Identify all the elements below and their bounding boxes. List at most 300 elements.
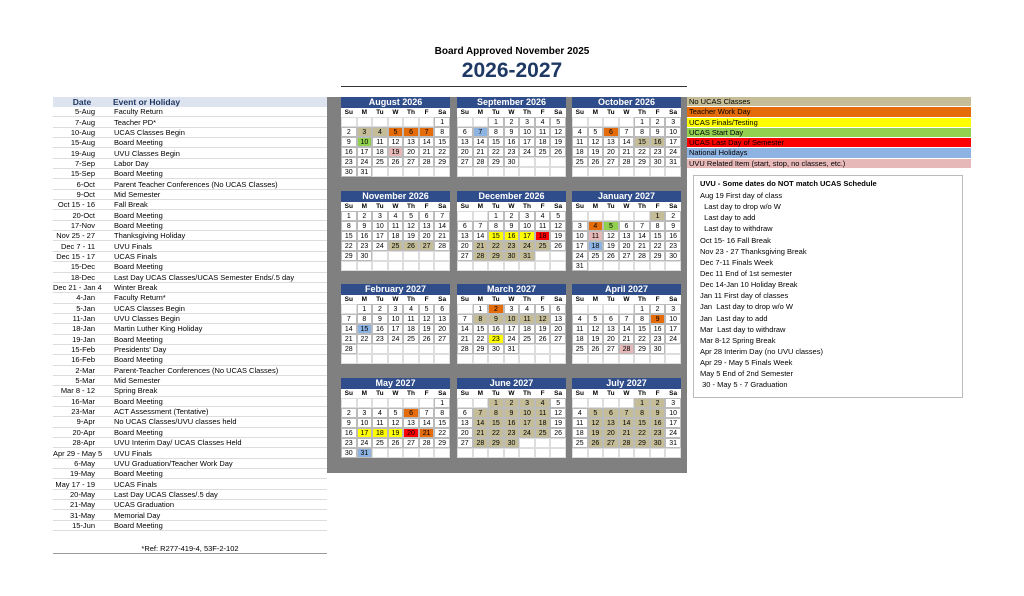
empty-day-cell: [619, 398, 635, 408]
day-cell: 8: [634, 127, 650, 137]
weekday-label: Tu: [372, 389, 388, 398]
day-cell: 13: [419, 221, 435, 231]
day-cell: 26: [588, 344, 604, 354]
day-cell: 21: [457, 334, 473, 344]
uvu-note-line: Jan Last day to drop w/o W: [700, 302, 793, 312]
legend-item: UVU Related Item (start, stop, no classes, etc.): [687, 159, 971, 169]
empty-day-cell: [603, 261, 619, 271]
month-title: March 2027: [457, 284, 566, 295]
day-cell: 12: [588, 137, 604, 147]
day-cell: 6: [550, 304, 566, 314]
event-row: [53, 107, 327, 117]
day-cell: 19: [419, 324, 435, 334]
day-cell: 23: [504, 147, 520, 157]
day-cell: 14: [619, 418, 635, 428]
event-row: [53, 138, 327, 148]
empty-day-cell: [588, 448, 604, 458]
day-cell: 10: [519, 408, 535, 418]
day-cell: 6: [619, 221, 635, 231]
day-cell: 12: [419, 314, 435, 324]
day-cell: 4: [572, 408, 588, 418]
day-cell: 2: [504, 211, 520, 221]
weekday-label: Th: [519, 202, 535, 211]
day-cell: 7: [619, 314, 635, 324]
weekday-label: Th: [403, 295, 419, 304]
empty-day-cell: [603, 304, 619, 314]
day-cell: 9: [665, 221, 681, 231]
month-calendar: [572, 191, 681, 271]
day-cell: 7: [457, 314, 473, 324]
event-date: 16-Feb: [71, 355, 95, 365]
month-calendar: [457, 378, 566, 458]
day-cell: 25: [572, 157, 588, 167]
weekday-label: Tu: [488, 295, 504, 304]
empty-day-cell: [419, 354, 435, 364]
empty-day-cell: [550, 167, 566, 177]
event-row: [53, 241, 327, 251]
event-date: 21-May: [69, 500, 95, 510]
event-row: [53, 324, 327, 334]
event-date: 6-Oct: [76, 179, 95, 189]
event-date: May 17 - 19: [55, 479, 95, 489]
event-name: UVU Finals: [114, 448, 152, 458]
event-row: [53, 117, 327, 127]
day-cell: 2: [650, 304, 666, 314]
weekday-label: M: [357, 295, 373, 304]
weekday-label: W: [619, 108, 635, 117]
event-name: Board Meeting: [114, 138, 163, 148]
day-cell: 18: [535, 137, 551, 147]
day-cell: 1: [634, 398, 650, 408]
event-name: Board Meeting: [114, 169, 163, 179]
day-cell: 25: [588, 251, 604, 261]
day-cell: 24: [665, 428, 681, 438]
day-cell: 1: [650, 211, 666, 221]
day-cell: 29: [488, 157, 504, 167]
day-cell: 28: [341, 344, 357, 354]
day-cell: 4: [535, 117, 551, 127]
legend-item: UCAS Start Day: [687, 128, 971, 138]
empty-day-cell: [403, 448, 419, 458]
day-cell: 10: [519, 221, 535, 231]
day-cell: 14: [473, 418, 489, 428]
empty-day-cell: [357, 117, 373, 127]
empty-day-cell: [403, 261, 419, 271]
day-cell: 22: [488, 241, 504, 251]
day-cell: 18: [572, 147, 588, 157]
event-name: UVU Classes Begin: [114, 148, 180, 158]
empty-day-cell: [457, 304, 473, 314]
empty-day-cell: [457, 167, 473, 177]
day-cell: 4: [572, 314, 588, 324]
empty-day-cell: [434, 354, 450, 364]
empty-day-cell: [403, 167, 419, 177]
event-name: UCAS Finals: [114, 479, 157, 489]
day-cell: 31: [665, 438, 681, 448]
weekday-label: F: [650, 202, 666, 211]
event-date: 7-Sep: [74, 158, 95, 168]
empty-day-cell: [388, 251, 404, 261]
month-calendar: [457, 97, 566, 177]
empty-day-cell: [535, 448, 551, 458]
empty-day-cell: [588, 304, 604, 314]
day-cell: 3: [572, 221, 588, 231]
month-calendar: [572, 284, 681, 364]
weekday-label: W: [619, 389, 635, 398]
empty-day-cell: [665, 344, 681, 354]
empty-day-cell: [457, 448, 473, 458]
event-row: [53, 314, 327, 324]
weekday-label: F: [535, 295, 551, 304]
day-cell: 7: [619, 408, 635, 418]
empty-day-cell: [535, 261, 551, 271]
day-cell: 25: [403, 334, 419, 344]
day-cell: 9: [650, 127, 666, 137]
empty-day-cell: [535, 157, 551, 167]
day-cell: 8: [434, 127, 450, 137]
event-name: Board Meeting: [114, 262, 163, 272]
day-cell: 26: [388, 438, 404, 448]
day-cell: 11: [535, 408, 551, 418]
empty-day-cell: [388, 117, 404, 127]
event-date: Mar 8 - 12: [60, 386, 95, 396]
day-cell: 23: [650, 428, 666, 438]
weekday-label: Th: [634, 295, 650, 304]
day-cell: 28: [619, 438, 635, 448]
event-name: Board Meeting: [114, 355, 163, 365]
weekday-label: Th: [634, 389, 650, 398]
empty-day-cell: [572, 117, 588, 127]
weekday-label: Th: [519, 389, 535, 398]
event-row: [53, 407, 327, 417]
day-cell: 19: [588, 428, 604, 438]
day-cell: 7: [619, 127, 635, 137]
month-title: April 2027: [572, 284, 681, 295]
day-cell: 16: [488, 324, 504, 334]
event-row: [53, 231, 327, 241]
weekday-label: Tu: [603, 108, 619, 117]
day-cell: 14: [434, 221, 450, 231]
empty-day-cell: [588, 211, 604, 221]
weekday-label: Sa: [665, 295, 681, 304]
day-cell: 16: [650, 324, 666, 334]
day-cell: 23: [488, 334, 504, 344]
month-title: May 2027: [341, 378, 450, 389]
day-cell: 1: [488, 211, 504, 221]
title-underline: [341, 86, 687, 87]
events-body: [53, 107, 327, 531]
day-cell: 20: [434, 324, 450, 334]
day-cell: 9: [357, 221, 373, 231]
weekday-label: M: [357, 108, 373, 117]
empty-day-cell: [419, 448, 435, 458]
day-cell: 11: [535, 127, 551, 137]
weekday-label: Sa: [434, 389, 450, 398]
day-cell: 22: [650, 241, 666, 251]
weekday-label: W: [388, 108, 404, 117]
day-cell: 12: [403, 221, 419, 231]
event-date: Dec 21 - Jan 4: [53, 283, 102, 293]
empty-day-cell: [519, 261, 535, 271]
event-date: 4-Jan: [76, 293, 95, 303]
day-cell: 14: [457, 324, 473, 334]
empty-day-cell: [603, 398, 619, 408]
day-cell: 21: [419, 428, 435, 438]
school-year-title: 2026-2027: [461, 59, 563, 82]
day-cell: 24: [504, 334, 520, 344]
uvu-note-line: Last day to add: [700, 213, 756, 223]
uvu-note-line: Last day to drop w/o W: [700, 202, 781, 212]
event-row: [53, 252, 327, 262]
day-cell: 30: [504, 157, 520, 167]
empty-day-cell: [504, 167, 520, 177]
day-cell: 20: [603, 428, 619, 438]
empty-day-cell: [603, 354, 619, 364]
day-cell: 4: [535, 211, 551, 221]
day-cell: 13: [619, 231, 635, 241]
event-name: Board Meeting: [114, 220, 163, 230]
day-cell: 14: [341, 324, 357, 334]
empty-day-cell: [588, 398, 604, 408]
empty-day-cell: [372, 167, 388, 177]
empty-day-cell: [488, 261, 504, 271]
event-date: 19-Jan: [72, 334, 95, 344]
day-cell: 3: [357, 127, 373, 137]
empty-day-cell: [419, 167, 435, 177]
empty-day-cell: [403, 344, 419, 354]
date-column-header: Date: [72, 97, 92, 107]
day-cell: 28: [619, 344, 635, 354]
day-cell: 4: [535, 398, 551, 408]
day-cell: 18: [403, 324, 419, 334]
day-cell: 9: [504, 127, 520, 137]
day-cell: 6: [457, 221, 473, 231]
month-title: February 2027: [341, 284, 450, 295]
event-name: Labor Day: [114, 158, 149, 168]
event-date: 9-Oct: [76, 189, 95, 199]
event-date: 15-Aug: [70, 138, 95, 148]
event-row: [53, 510, 327, 520]
empty-day-cell: [457, 261, 473, 271]
empty-day-cell: [519, 344, 535, 354]
empty-day-cell: [403, 251, 419, 261]
day-cell: 17: [665, 418, 681, 428]
day-cell: 29: [634, 157, 650, 167]
empty-day-cell: [550, 251, 566, 261]
empty-day-cell: [488, 448, 504, 458]
weekday-label: Th: [403, 202, 419, 211]
empty-day-cell: [619, 167, 635, 177]
day-cell: 11: [572, 137, 588, 147]
month-calendar: [341, 378, 450, 458]
day-cell: 19: [603, 241, 619, 251]
weekday-label: Sa: [665, 108, 681, 117]
empty-day-cell: [434, 251, 450, 261]
day-cell: 24: [357, 157, 373, 167]
empty-day-cell: [388, 354, 404, 364]
day-cell: 17: [519, 137, 535, 147]
uvu-note-line: Jan Last day to add: [700, 313, 768, 323]
event-date: 31-May: [69, 510, 95, 520]
day-cell: 29: [434, 157, 450, 167]
day-cell: 30: [488, 344, 504, 354]
day-cell: 13: [403, 137, 419, 147]
day-cell: 23: [650, 147, 666, 157]
month-title: July 2027: [572, 378, 681, 389]
empty-day-cell: [372, 354, 388, 364]
empty-day-cell: [473, 448, 489, 458]
empty-day-cell: [388, 167, 404, 177]
uvu-note-line: Last day to withdraw: [700, 224, 773, 234]
weekday-label: Su: [572, 108, 588, 117]
empty-day-cell: [357, 344, 373, 354]
day-cell: 4: [372, 408, 388, 418]
empty-day-cell: [634, 211, 650, 221]
day-cell: 13: [457, 137, 473, 147]
event-name: Board Meeting: [114, 210, 163, 220]
day-cell: 21: [419, 147, 435, 157]
empty-day-cell: [550, 157, 566, 167]
day-cell: 22: [634, 428, 650, 438]
day-cell: 21: [473, 428, 489, 438]
event-date: 18-Jan: [72, 324, 95, 334]
day-cell: 29: [434, 438, 450, 448]
day-cell: 31: [519, 251, 535, 261]
day-cell: 24: [519, 147, 535, 157]
weekday-label: M: [588, 389, 604, 398]
day-cell: 25: [572, 344, 588, 354]
day-cell: 27: [550, 334, 566, 344]
day-cell: 4: [588, 221, 604, 231]
empty-day-cell: [535, 251, 551, 261]
footnote-rule: [53, 553, 327, 554]
uvu-notes-list: [694, 190, 962, 391]
month-title: September 2026: [457, 97, 566, 108]
empty-day-cell: [388, 448, 404, 458]
day-cell: 21: [619, 334, 635, 344]
day-cell: 2: [504, 117, 520, 127]
day-cell: 11: [372, 137, 388, 147]
day-cell: 8: [357, 314, 373, 324]
empty-day-cell: [434, 448, 450, 458]
uvu-note-line: Apr 28 Interim Day (no UVU classes): [700, 346, 823, 356]
day-cell: 5: [388, 127, 404, 137]
day-cell: 1: [488, 117, 504, 127]
uvu-note-line: Apr 29 - May 5 Finals Week: [700, 358, 793, 368]
day-cell: 3: [665, 117, 681, 127]
empty-day-cell: [535, 438, 551, 448]
event-name: Teacher PD*: [114, 117, 157, 127]
day-cell: 22: [488, 147, 504, 157]
day-cell: 16: [357, 231, 373, 241]
day-cell: 15: [488, 418, 504, 428]
empty-day-cell: [550, 448, 566, 458]
empty-day-cell: [572, 167, 588, 177]
day-cell: 19: [535, 324, 551, 334]
day-cell: 5: [588, 408, 604, 418]
day-cell: 2: [650, 398, 666, 408]
day-cell: 30: [650, 438, 666, 448]
empty-day-cell: [372, 251, 388, 261]
day-cell: 21: [341, 334, 357, 344]
day-cell: 31: [357, 448, 373, 458]
day-cell: 12: [550, 408, 566, 418]
day-cell: 6: [603, 314, 619, 324]
uvu-note-line: Aug 19 First day of class: [700, 191, 783, 200]
day-cell: 5: [550, 398, 566, 408]
weekday-label: Sa: [550, 108, 566, 117]
day-cell: 13: [434, 314, 450, 324]
legend-item: No UCAS Classes: [687, 97, 971, 107]
day-cell: 25: [388, 241, 404, 251]
day-cell: 3: [357, 408, 373, 418]
day-cell: 4: [403, 304, 419, 314]
empty-day-cell: [535, 354, 551, 364]
day-cell: 9: [504, 221, 520, 231]
empty-day-cell: [341, 354, 357, 364]
month-calendar: [341, 284, 450, 364]
day-cell: 9: [372, 314, 388, 324]
day-cell: 23: [372, 334, 388, 344]
day-cell: 26: [388, 157, 404, 167]
day-cell: 16: [650, 418, 666, 428]
event-date: 16-Mar: [71, 396, 95, 406]
month-calendar: [572, 97, 681, 177]
empty-day-cell: [372, 344, 388, 354]
empty-day-cell: [603, 448, 619, 458]
event-row: [53, 479, 327, 489]
day-cell: 5: [419, 304, 435, 314]
day-cell: 13: [457, 418, 473, 428]
day-cell: 12: [588, 418, 604, 428]
day-cell: 26: [535, 334, 551, 344]
uvu-note-line: 30 - May 5 - 7 Graduation: [700, 380, 788, 390]
day-cell: 3: [519, 398, 535, 408]
event-name: Last Day UCAS Classes/.5 day: [114, 489, 218, 499]
day-cell: 31: [357, 167, 373, 177]
empty-day-cell: [572, 354, 588, 364]
month-title: August 2026: [341, 97, 450, 108]
day-cell: 28: [473, 157, 489, 167]
day-cell: 2: [341, 127, 357, 137]
month-grid: [457, 202, 566, 271]
day-cell: 28: [634, 251, 650, 261]
day-cell: 30: [341, 448, 357, 458]
weekday-label: Su: [457, 108, 473, 117]
day-cell: 24: [665, 147, 681, 157]
day-cell: 5: [588, 127, 604, 137]
day-cell: 10: [665, 314, 681, 324]
day-cell: 29: [473, 344, 489, 354]
day-cell: 23: [341, 438, 357, 448]
weekday-label: F: [535, 108, 551, 117]
day-cell: 12: [588, 324, 604, 334]
empty-day-cell: [619, 448, 635, 458]
day-cell: 28: [419, 438, 435, 448]
day-cell: 5: [388, 408, 404, 418]
day-cell: 27: [603, 438, 619, 448]
empty-day-cell: [388, 398, 404, 408]
day-cell: 11: [388, 221, 404, 231]
day-cell: 11: [403, 314, 419, 324]
empty-day-cell: [619, 354, 635, 364]
uvu-note-line: May 5 End of 2nd Semester: [700, 369, 793, 379]
empty-day-cell: [419, 117, 435, 127]
empty-day-cell: [419, 398, 435, 408]
event-name: Board Meeting: [114, 520, 163, 530]
uvu-note-line: Mar Last day to withdraw: [700, 324, 786, 334]
event-row: [53, 459, 327, 469]
